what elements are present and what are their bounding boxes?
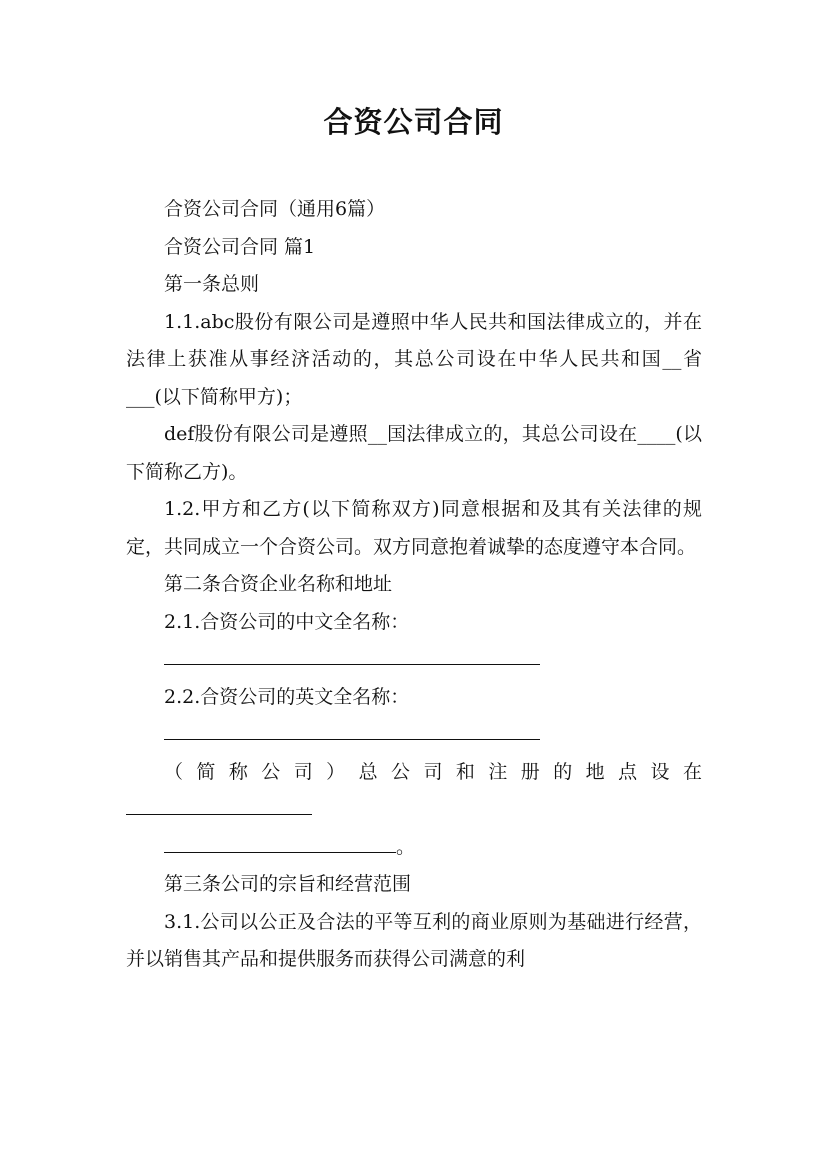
fill-in-blank-address-1 [126, 796, 312, 815]
blank-line-english-name [126, 716, 702, 754]
paragraph-article-1-heading: 第一条总则 [164, 273, 260, 295]
address-end-mark: 。 [396, 835, 416, 858]
fill-in-blank-english-name [164, 721, 540, 740]
paragraph-clause-1-2: 1.2.甲方和乙方(以下简称双方)同意根据和及其有关法律的规定，共同成立一个合资公司。双方同意抱着诚挚的态度遵守本合同。 [126, 498, 702, 558]
paragraph-part-heading: 合资公司合同 篇1 [164, 235, 316, 258]
paragraph-article-2-heading: 第二条合资企业名称和地址 [164, 573, 393, 595]
paragraph-clause-2-2: 2.2.合资公司的英文全名称： [164, 685, 410, 708]
fill-in-blank-chinese-name [164, 646, 540, 665]
paragraph-party-b: def股份有限公司是遵照__国法律成立的，其总公司设在____(以下简称乙方)。 [126, 423, 702, 483]
paragraph-clause-2-1: 2.1.合资公司的中文全名称： [164, 610, 410, 633]
paragraph-subtitle: 合资公司合同（通用6篇） [164, 198, 386, 220]
fill-in-blank-address-2 [164, 834, 396, 853]
paragraph-article-3-heading: 第三条公司的宗旨和经营范围 [164, 873, 412, 895]
blank-line-address-1 [126, 791, 702, 829]
paragraph-clause-3-1: 3.1.公司以公正及合法的平等互利的商业原则为基础进行经营，并以销售其产品和提供服务而获得公司满意的利 [126, 910, 702, 970]
paragraph-registered-address: （简称公司）总公司和注册的地点设在 [164, 760, 702, 783]
document-body [126, 191, 702, 979]
blank-line-chinese-name [126, 641, 702, 679]
blank-line-address-2 [126, 829, 702, 867]
document-title: 合资公司合同 [323, 105, 504, 139]
paragraph-clause-1-1: 1.1.abc股份有限公司是遵照中华人民共和国法律成立的，并在法律上获准从事经济活动的，其总公司设在中华人民共和国__省___(以下简称甲方)； [126, 310, 702, 408]
